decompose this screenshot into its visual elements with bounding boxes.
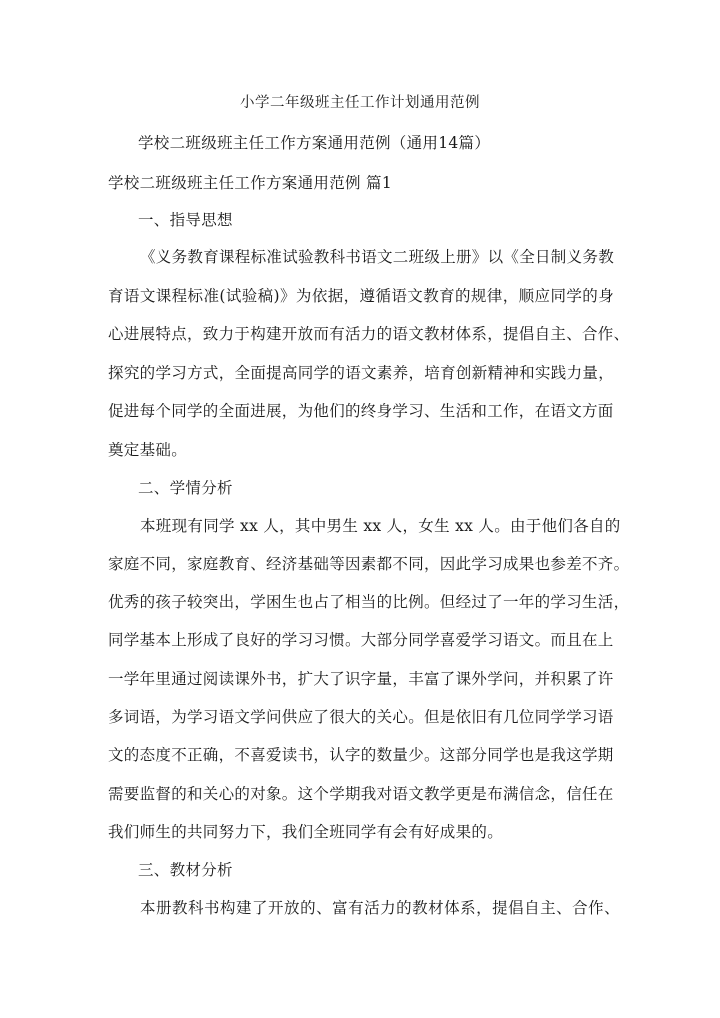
paragraph-line: 优秀的孩子较突出，学困生也占了相当的比例。但经过了一年的学习生活， <box>108 593 630 611</box>
paragraph-line: 文的态度不正确，不喜爱读书，认字的数量少。这部分同学也是我这学期 <box>108 746 614 764</box>
paragraph-line: 我们师生的共同努力下，我们全班同学有会有好成果的。 <box>108 823 504 841</box>
paragraph-line: 探究的学习方式，全面提高同学的语文素养，培育创新精神和实践力量， <box>108 364 614 382</box>
paragraph-line: 促进每个同学的全面进展，为他们的终身学习、生活和工作，在语文方面 <box>108 402 614 420</box>
chapter-heading: 学校二班级班主任工作方案通用范例 篇1 <box>108 174 392 192</box>
paragraph-line: 本册教科书构建了开放的、富有活力的教材体系，提倡自主、合作、 <box>140 899 620 917</box>
section-heading-student-analysis: 二、学情分析 <box>138 479 233 497</box>
paragraph-line: 心进展特点，致力于构建开放而有活力的语文教材体系，提倡自主、合作、 <box>108 325 630 343</box>
paragraph-line: 家庭不同，家庭教育、经济基础等因素都不同，因此学习成果也参差不齐。 <box>108 555 630 573</box>
paragraph-line: 本班现有同学 xx 人，其中男生 xx 人，女生 xx 人。由于他们各自的 <box>140 517 621 535</box>
paragraph-line: 奠定基础。 <box>108 441 188 459</box>
paragraph-line: 育语文课程标准(试验稿)》为依据，遵循语文教育的规律，顺应同学的身 <box>108 287 614 305</box>
paragraph-line: 需要监督的和关心的对象。这个学期我对语文教学更是布满信念，信任在 <box>108 785 614 803</box>
paragraph-line: 同学基本上形成了良好的学习习惯。大部分同学喜爱学习语文。而且在上 <box>108 631 614 649</box>
document-title: 小学二年级班主任工作计划通用范例 <box>240 95 480 111</box>
paragraph-line: 《义务教育课程标准试验教科书语文二班级上册》以《全日制义务教 <box>140 248 615 266</box>
paragraph-line: 多词语，为学习语文学问供应了很大的关心。但是依旧有几位同学学习语 <box>108 708 614 726</box>
document-subtitle: 学校二班级班主任工作方案通用范例（通用14篇） <box>138 134 491 152</box>
paragraph-line: 一学年里通过阅读课外书，扩大了识字量，丰富了课外学问，并积累了许 <box>108 670 614 688</box>
section-heading-textbook-analysis: 三、教材分析 <box>138 861 233 879</box>
section-heading-guiding-ideology: 一、指导思想 <box>138 211 233 229</box>
